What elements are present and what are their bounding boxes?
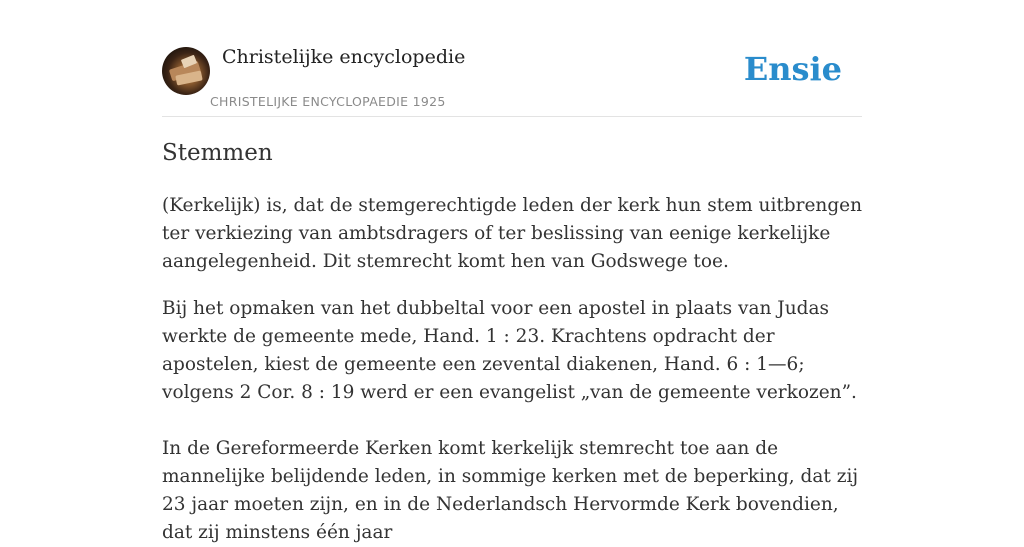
article-paragraph: (Kerkelijk) is, dat de stemgerechtigde leden der kerk hun stem uitbrengen ter verkiezing van ambtsdragers of ter beslissing van eenige kerkelijke aangelegenheid. Dit stemrecht komt hen van Godswege toe.	[162, 195, 863, 272]
site-title-link[interactable]: Christelijke encyclopedie	[222, 46, 466, 68]
site-subtitle: CHRISTELIJKE ENCYCLOPAEDIE 1925	[210, 94, 446, 109]
ensie-logo-link[interactable]: Ensie	[743, 50, 842, 88]
article-paragraph: Bij het opmaken van het dubbeltal voor een apostel in plaats van Judas werkte de gemeente mede, Hand. 1 : 23. Krachtens opdracht der apostelen, kiest de gemeente een zevental diakenen, Hand. 6 : 1—6; volgens 2 Cor. 8 : 19 werd er een evangelist „van de gemeente verkozen”.	[162, 298, 857, 403]
encyclopedia-avatar[interactable]	[162, 47, 210, 95]
article-paragraph: In de Gereformeerde Kerken komt kerkelijk stemrecht toe aan de mannelijke belijdende leden, in sommige kerken met de beperking, dat zij 23 jaar moeten zijn, en in de Nederlandsch Hervormde Kerk bovendien, dat zij minstens één jaar	[162, 438, 859, 543]
article-title: Stemmen	[162, 140, 273, 166]
page-container	[162, 0, 863, 543]
site-header	[162, 0, 862, 117]
article-body	[162, 192, 864, 547]
